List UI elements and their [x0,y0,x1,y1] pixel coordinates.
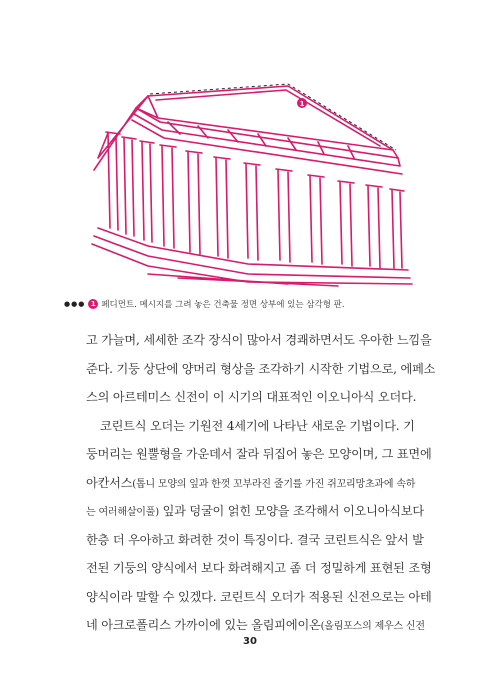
body-line: 스의 아르테미스 신전이 이 시기의 대표적인 이오니아식 오더다. [86,390,417,404]
temple-pediment-illustration [88,78,418,288]
term-note: (톱니 모양의 잎과 한껏 꼬부라진 줄기를 가진 쥐꼬리망초과에 속하 [132,478,416,490]
body-line: 준다. 기둥 상단에 양머리 형상을 조각하기 시작한 기법으로, 에페소 [86,361,436,376]
term-note-cont: 는 여러해살이풀) [86,507,159,518]
caption-dots: ●●● [64,300,86,308]
body-line: 코린트식 오더는 기원전 4세기에 나타난 새로운 기법이다. 기 [100,418,415,433]
figure-marker-number: 1 [299,100,305,108]
body-line [86,469,416,498]
body-line: 전된 기둥의 양식에서 보다 화려해지고 좀 더 정밀하게 표현된 조형 [86,561,432,575]
caption-text: 페디먼트. 메시지를 그려 놓은 건축물 정면 상부에 있는 삼각형 판. [101,300,345,310]
body-line-text: 잎과 덩굴이 얽힌 모양을 조각해서 이오니아식보다 [158,504,424,518]
body-line: 한층 더 우아하고 화려한 것이 특징이다. 결국 코린트식은 앞서 발 [86,532,424,547]
term-acanthus: 아칸서스 [86,475,133,490]
figure-caption [64,298,444,310]
body-line-text: 네 아크로폴리스 가까이에 있는 올림피에이온 [86,618,321,632]
body-line: 양식이라 말할 수 있겠다. 코린트식 오더가 적용된 신전으로는 아테 [86,589,432,604]
body-text [86,326,436,640]
body-line: 둥머리는 원뿔형을 가운데서 잘라 뒤집어 놓은 모양이며, 그 표면에 [86,447,432,461]
body-line [86,497,424,526]
caption-marker-badge: 1 [88,299,98,309]
term-note: (올림포스의 제우스 신전 [320,621,425,632]
body-line: 고 가늘며, 세세한 조각 장식이 많아서 경쾌하면서도 우아한 느낌을 [86,333,432,347]
page-number: 30 [243,636,257,647]
